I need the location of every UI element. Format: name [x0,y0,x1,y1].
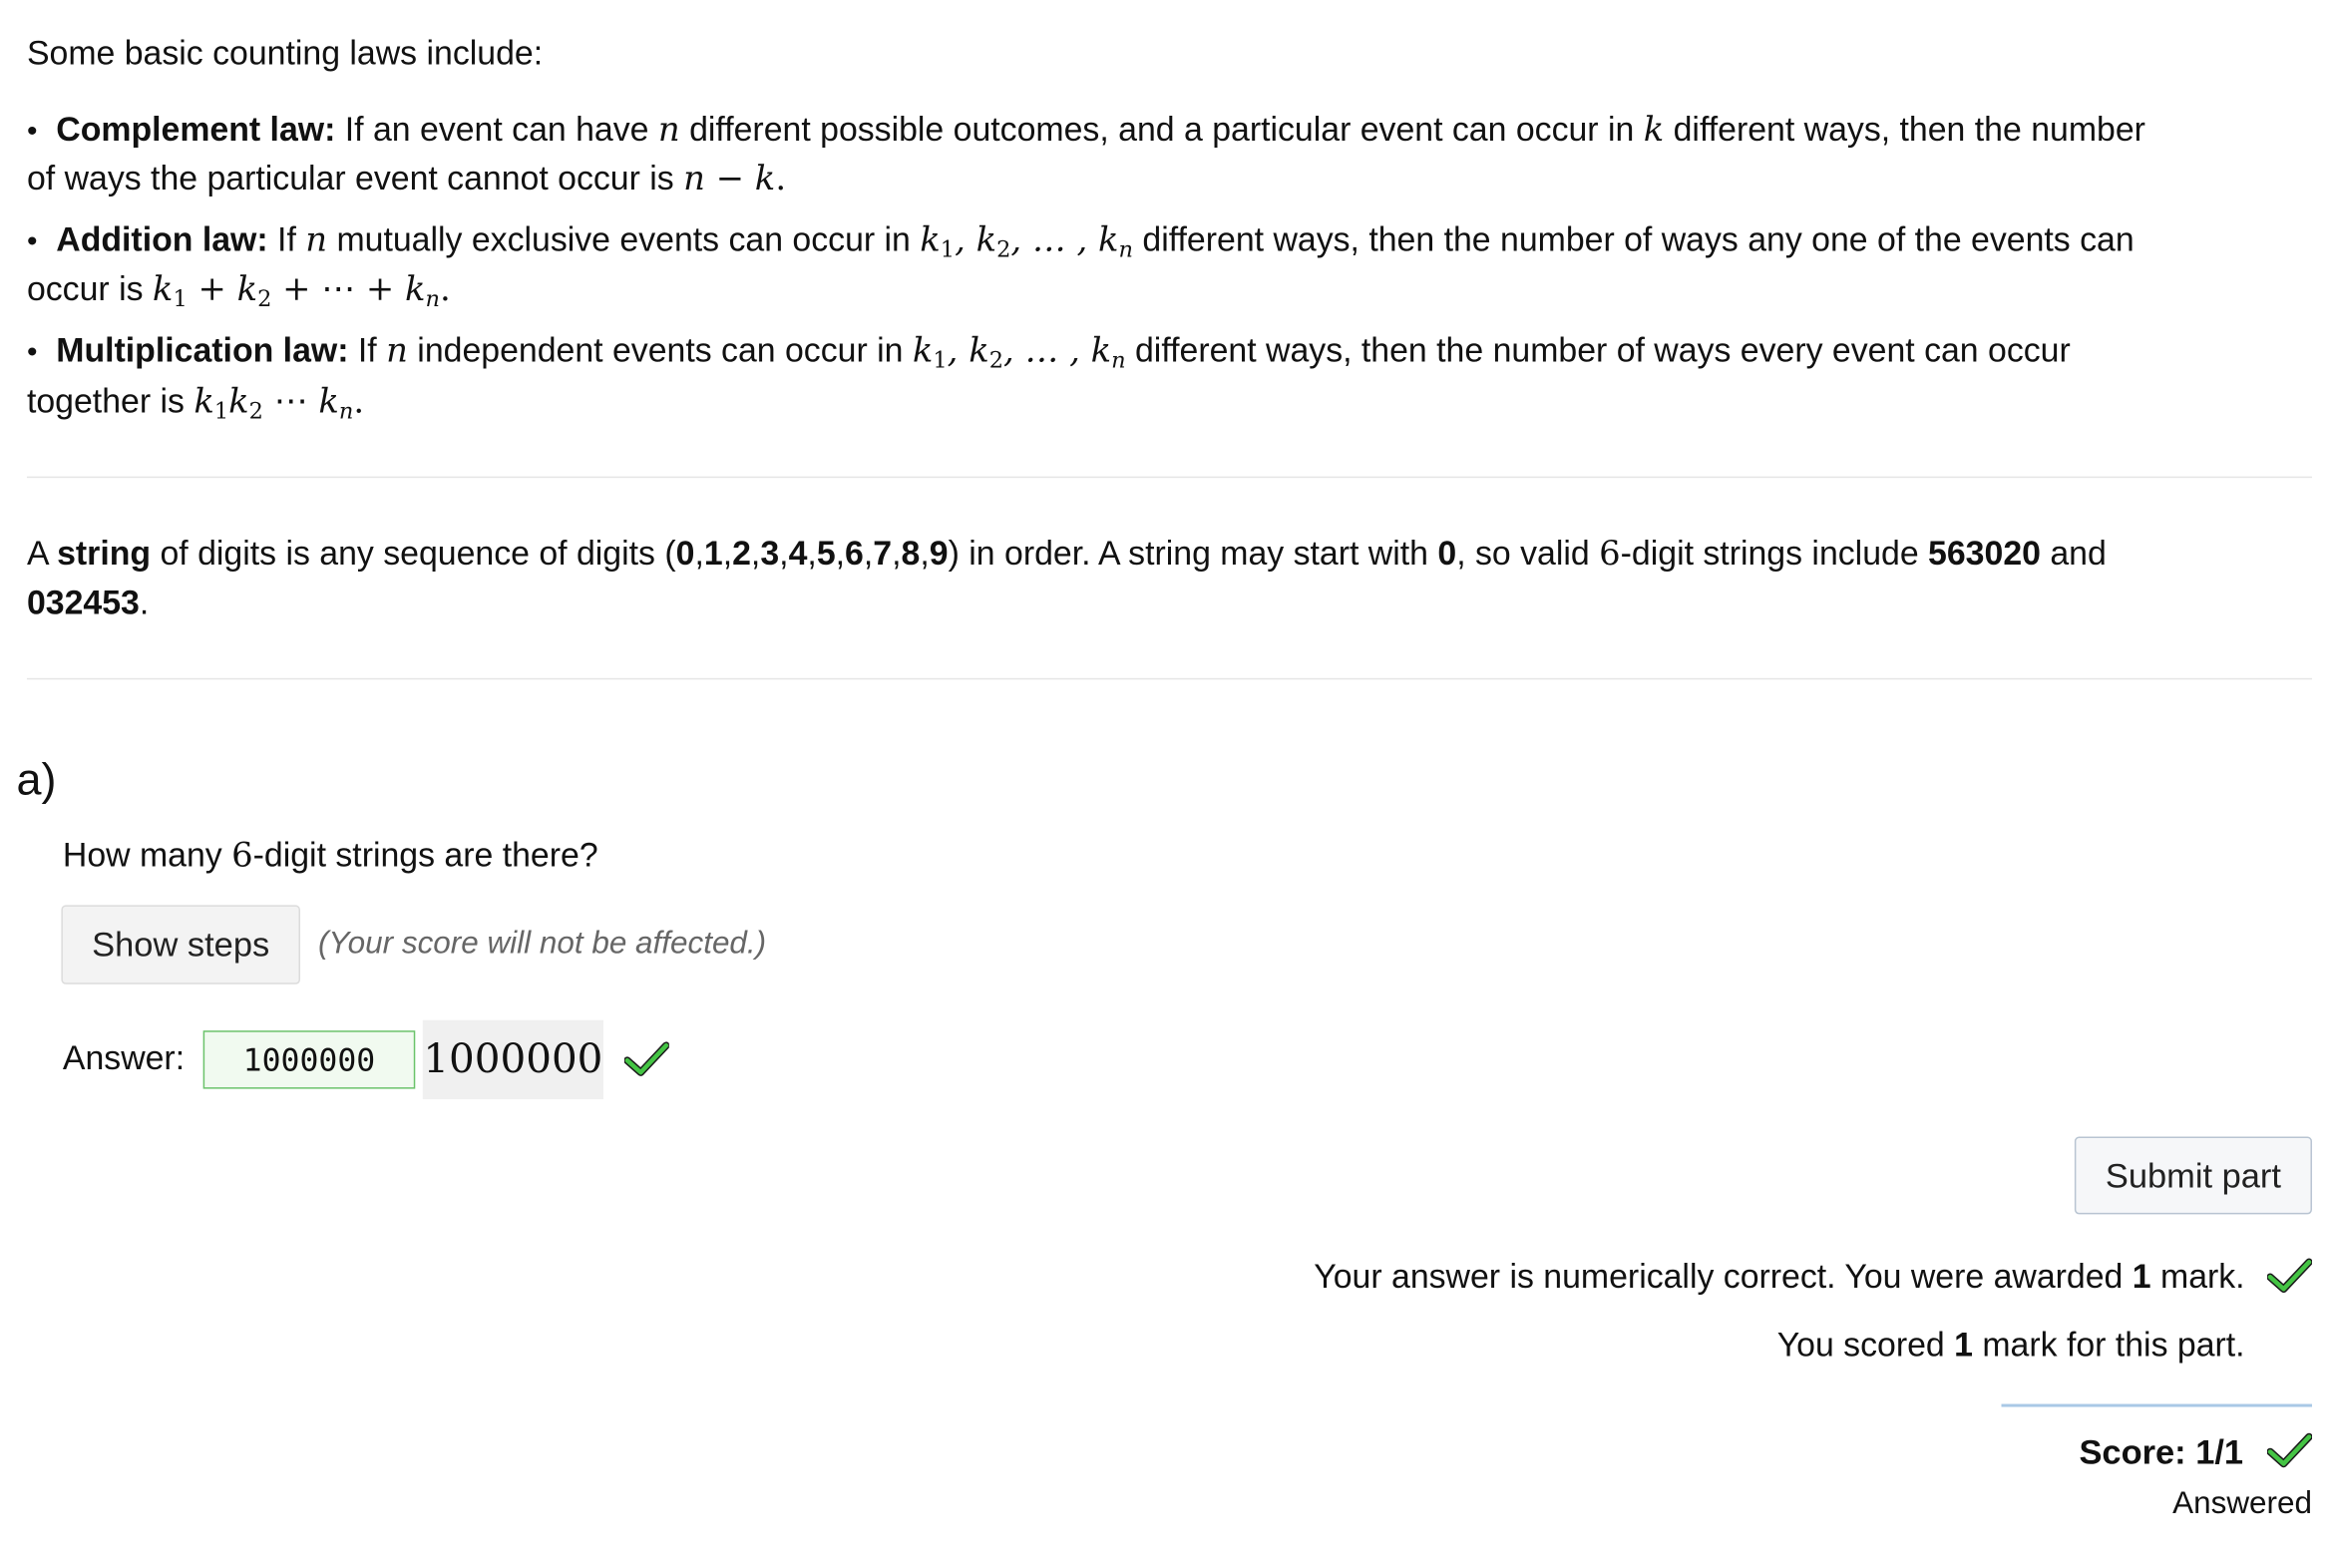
divider [27,678,2312,679]
keyword-string: string [57,535,152,573]
question-text: How many 6-digit strings are there? [62,836,598,876]
part-score-message: You scored 1 mark for this part. [1776,1326,2245,1365]
answer-preview: 1000000 [423,1020,603,1099]
string-definition-line-1: A string of digits is any sequence of digits (0,1,2,3,4,5,6,7,8,9) in order. A string may start with 0, so valid 6-digit strings include 563020 and [26,535,2107,575]
divider [27,477,2312,478]
law-addition-line-1: • Addition law: If n mutually exclusive events can occur in $k_1$, $k_2$, … , kn different ways, then the number of ways any one of the events can [26,220,2135,263]
law-name: Multiplication law: [56,331,349,369]
check-icon [2267,1432,2312,1468]
law-name: Complement law: [56,110,336,149]
status-text: Answered [2172,1485,2312,1521]
intro-text: Some basic counting laws include: [26,34,544,72]
string-definition-line-2: 032453. [26,584,150,621]
score-divider [2002,1404,2312,1407]
law-complement-line-2: of ways the particular event cannot occur is n − k. [26,160,787,199]
submit-part-button[interactable]: Submit part [2075,1137,2312,1215]
part-label: a) [16,755,57,806]
answer-input[interactable]: 1000000 [203,1030,416,1088]
law-multiplication-line-2: together is $k_1k_2$ ⋯ kn. [26,382,365,425]
law-addition-line-2: occur is $k_1 + k_2$ + ⋯ + kn. [26,270,451,312]
score-label: Score: 1/1 [2079,1432,2244,1471]
example-string-1: 563020 [1928,535,2041,573]
law-name: Addition law: [56,220,268,259]
feedback-message: Your answer is numerically correct. You were awarded 1 mark. [1314,1257,2245,1296]
score-note: (Your score will not be affected.) [317,926,767,961]
example-string-2: 032453 [26,584,140,621]
show-steps-button[interactable]: Show steps [61,905,300,983]
check-icon [2267,1258,2312,1294]
answer-label: Answer: [62,1039,186,1077]
check-icon [624,1041,669,1077]
law-complement-line-1: • Complement law: If an event can have n different possible outcomes, and a particular event can occur in k different ways, then the number [26,110,2145,150]
law-multiplication-line-1: • Multiplication law: If n independent events can occur in $k_1$, $k_2$, … , kn different ways, then the number of ways every event can occur [26,331,2071,374]
